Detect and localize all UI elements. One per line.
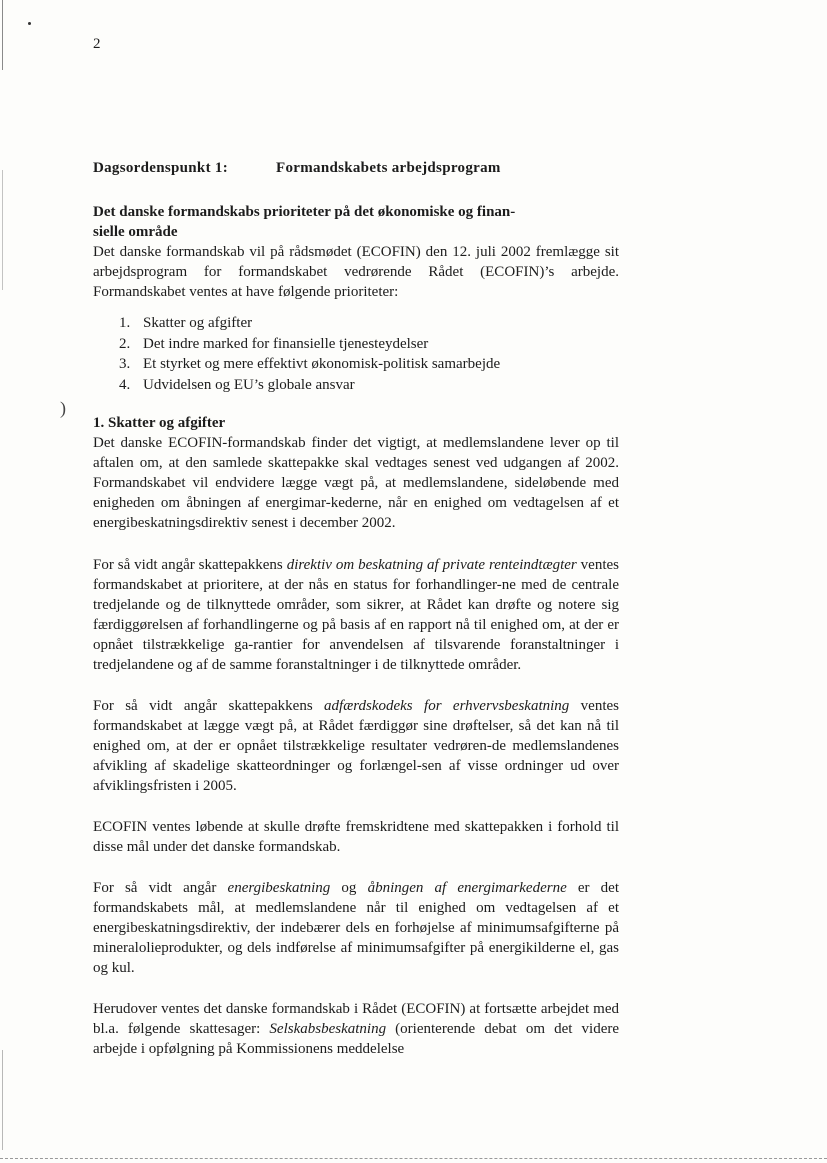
- list-item: [119, 313, 619, 334]
- list-item-text: Et styrket og mere effektivt økonomisk-politisk samarbejde: [143, 356, 501, 372]
- list-item-number: 1.: [119, 315, 131, 331]
- intro-paragraph: Det danske formandskab vil på rådsmødet (ECOFIN) den 12. juli 2002 fremlægge sit arbejdsprogram for formandskabet vedrørende Rådet (ECOFIN)’s arbejde. Formandskabet ventes at have følgende prioriteter:: [93, 244, 619, 300]
- p6-after: (orienterende debat om det videre arbejde i opfølgning på Kommissionens meddelelse: [93, 1021, 620, 1057]
- intro-heading: [93, 202, 619, 242]
- priority-list: [93, 313, 619, 395]
- list-item-text: Det indre marked for finansielle tjenesteydelser: [143, 335, 429, 352]
- p3-before: For så vidt angår skattepakkens: [93, 698, 325, 714]
- agenda-item-label: Dagsordenspunkt 1:: [93, 160, 229, 176]
- p5-emphasis-2: åbningen af energimarkederne: [367, 880, 567, 896]
- list-item-text: Udvidelsen og EU’s globale ansvar: [143, 376, 355, 393]
- p5-emphasis-1: energibeskatning: [227, 880, 331, 896]
- list-item-number: 4.: [119, 376, 131, 393]
- p6-emphasis: Selskabsbeskatning: [269, 1021, 387, 1037]
- intro-heading-line2: sielle område: [93, 224, 178, 240]
- list-item: [119, 375, 619, 396]
- page-bottom-edge: [0, 1158, 827, 1160]
- section1-paragraph-1: Det danske ECOFIN-formandskab finder det vigtigt, at medlemslandene lever op til aftalen om, at den samlede skattepakke skal vedtages senest ved udgangen af 2002. Formandskabet vil endvidere lægge vægt på, at medlemslandene, sideløbende med enigheden om åbningen af energimar-kederne, når en enighed om vedtagelsen af et energibeskatningsdirektiv senest i december 2002.: [93, 435, 619, 531]
- list-item-number: 3.: [119, 356, 131, 372]
- punch-hole-mark: ): [60, 398, 66, 418]
- p5-mid: og: [330, 880, 368, 896]
- section1-paragraph-5: [93, 878, 619, 978]
- section1-paragraph-2: [93, 555, 619, 675]
- scan-edge-line: [2, 170, 3, 290]
- intro-heading-line1: Det danske formandskabs prioriteter på det økonomiske og finan-: [93, 204, 516, 220]
- section1-paragraph-3: [93, 696, 619, 796]
- scan-edge-line: [2, 1050, 3, 1150]
- section-title: 1. Skatter og afgifter: [93, 415, 226, 431]
- p3-after: ventes formandskabet at lægge vægt på, at Rådet færdiggør sine drøftelser, så det kan nå til enighed om, at der er opnået tilstrækkelige resultater vedrøren-de medlemslandenes afvikling af skadelige skatteordninger og forlængel-sen af visse ordninger ud over afviklingsfristen i 2005.: [93, 698, 620, 794]
- p5-before: For så vidt angår: [93, 880, 228, 896]
- section1-paragraph-6: [93, 999, 619, 1059]
- p2-after: ventes formandskabet at prioritere, at der nås en status for forhandlinger-ne med de centrale tredjelande og de tilknyttede områder, som sikrer, at Rådet kan drøfte og notere sig færdiggørelsen af forhandlingerne og på basis af en rapport nå til enighed om, at der er opnået tilstrækkelige ga-rantier for anvendelsen af tilsvarende foranstaltninger i tredjelandene og af de samme foranstaltninger i de tilknyttede områder.: [93, 557, 619, 673]
- list-item: [119, 334, 619, 355]
- agenda-heading: [93, 160, 501, 177]
- p5-after: er det formandskabets mål, at medlemslandene når til enighed om vedtagelsen af et energibeskatningsdirektiv, der indebærer dels en forhøjelse af minimumsafgifterne på mineralolieprodukter, og dels indførelse af minimumsafgifter på energikilderne el, gas og kul.: [93, 880, 619, 976]
- scan-edge-line: [2, 0, 3, 70]
- list-item-number: 2.: [119, 335, 131, 352]
- section1-paragraph-4: ECOFIN ventes løbende at skulle drøfte fremskridtene med skattepakken i forhold til disse mål under det danske formandskab.: [93, 819, 619, 855]
- list-item-text: Skatter og afgifter: [143, 315, 253, 331]
- page-number: 2: [93, 36, 101, 52]
- p6-before: Herudover ventes det danske formandskab i Rådet (ECOFIN) at fortsætte arbejdet med bl.a. følgende skattesager:: [93, 1001, 619, 1037]
- p2-before: For så vidt angår skattepakkens: [93, 557, 287, 573]
- document-body: [93, 202, 619, 1059]
- scan-speck: [28, 22, 31, 25]
- list-item: [119, 354, 619, 375]
- agenda-item-title: Formandskabets arbejdsprogram: [276, 160, 501, 176]
- p2-emphasis: direktiv om beskatning af private renteindtægter: [286, 557, 577, 573]
- p3-emphasis: adfærdskodeks for erhvervsbeskatning: [324, 698, 570, 714]
